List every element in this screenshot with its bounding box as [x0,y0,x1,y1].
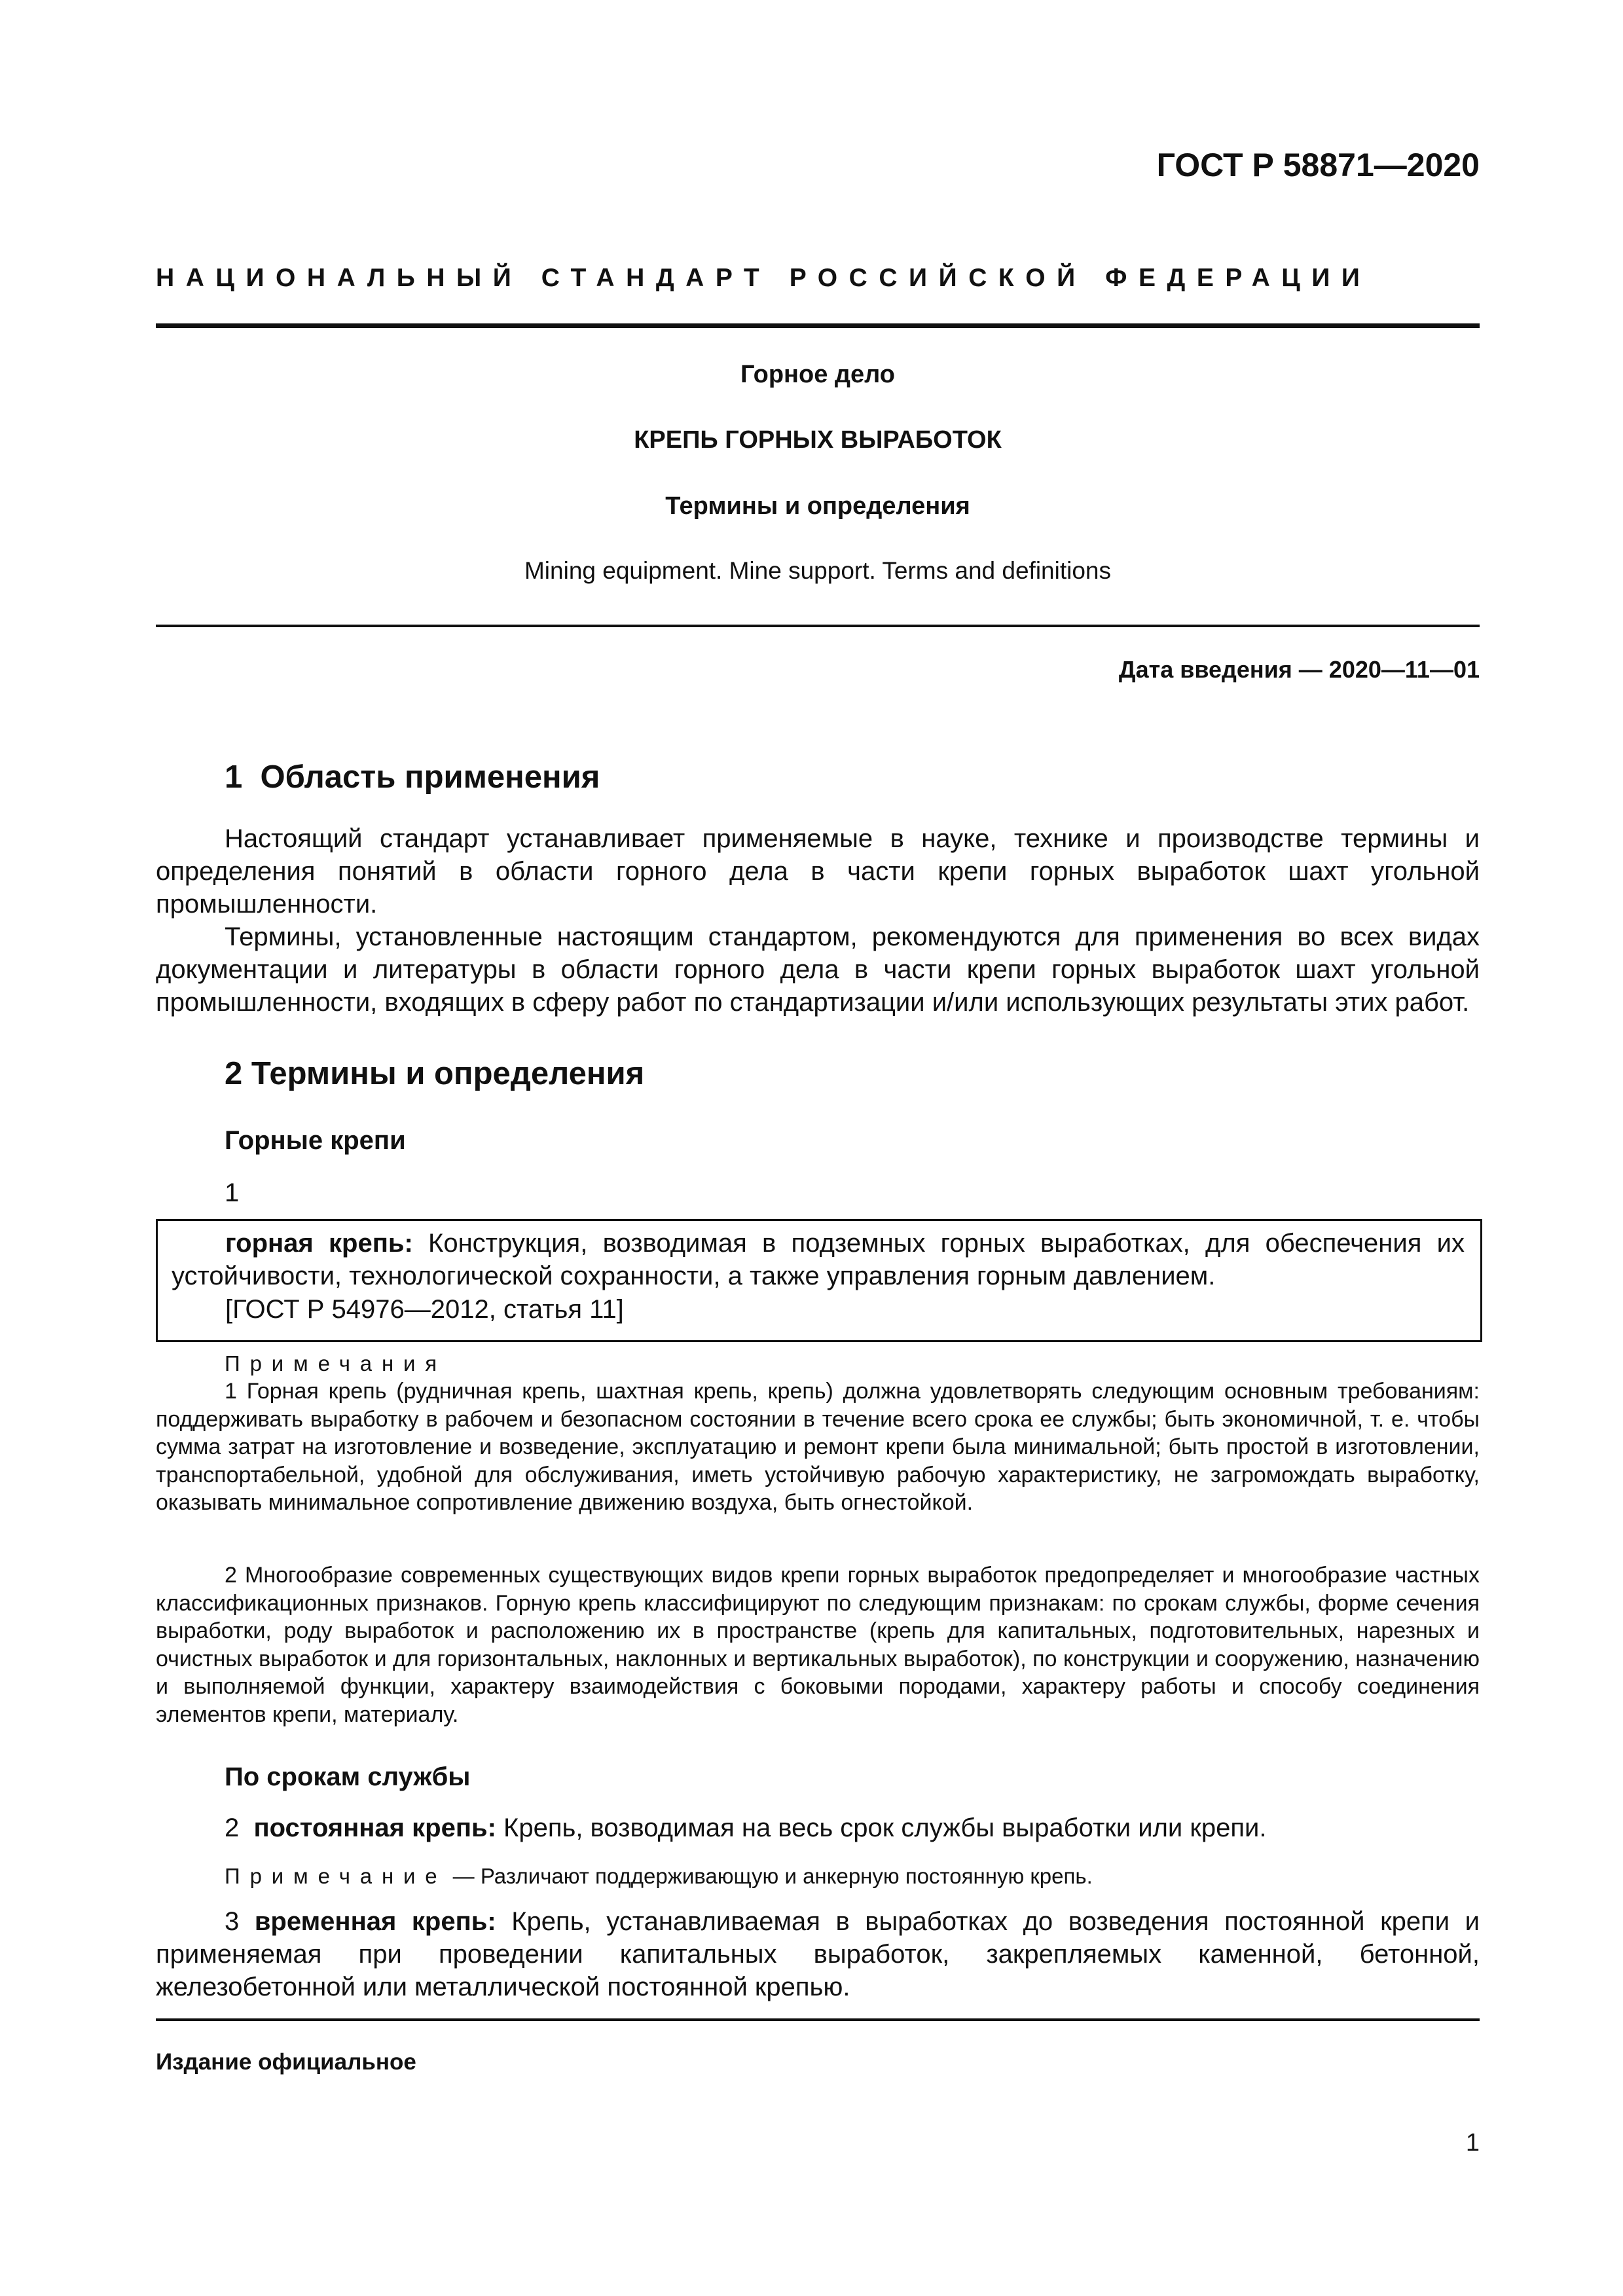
term-1-definition [172,1227,1465,1292]
term-3-number: 3 [225,1907,240,1936]
note-2-text: 2 Многообразие современных существующих видов крепи горных выработок предопределяет и многообразие частных классификационных признаков. Горную крепь классифицируют по следующим признакам: по срокам службы, форме сечения выработки, роду выработок и расположению их в пространстве (крепь для капитальных, подготовительных, нарезных и очистных выработок и для горизонтальных, наклонных и вертикальных выработок), по конструкции и сооружению, назначению и выполняемой функции, характеру взаимодействия с боковыми породами, характеру работы и способу соединения элементов крепи, материалу. [156,1563,1480,1727]
page-number: 1 [1465,2129,1480,2157]
term-3-term: временная крепь: [254,1907,496,1936]
group-heading-service-life: По срокам службы [225,1762,471,1791]
term-2-note-text: — Различают поддерживающую и анкерную постоянную крепь. [447,1864,1093,1888]
official-edition-label: Издание официальное [156,2049,416,2075]
term-2-definition [225,1812,1468,1844]
notes-heading: Примечания [225,1351,447,1376]
group-heading-mine-supports: Горные крепи [225,1126,406,1155]
document-subtitle: Термины и определения [665,492,970,520]
introduction-date: Дата введения — 2020—11—01 [1118,656,1480,683]
note-1 [156,1377,1480,1517]
term-2-number: 2 [225,1813,240,1842]
term-2-term: постоянная крепь: [253,1813,496,1842]
note-2 [156,1561,1480,1728]
term-2-note [225,1863,1468,1890]
term-1-source: [ГОСТ Р 54976—2012, статья 11] [225,1295,624,1324]
term-2-text: Крепь, возводимая на весь срок службы выработки или крепи. [503,1813,1267,1842]
term-3-text: Крепь, устанавливаемая в выработках до возведения постоянной крепи и применяемая при проведении капитальных выработок, закрепляемых каменной, бетонной, железобетонной или металлической постоянной крепью. [156,1907,1480,2001]
footer-rule [156,2018,1480,2021]
paragraph-text: Настоящий стандарт устанавливает применяемые в науке, технике и производстве термины и определения понятий в области горного дела в части крепи горных выработок шахт угольной промышленности. [156,824,1480,919]
term-1-text: Конструкция, возводимая в подземных горных выработках, для обеспечения их устойчивости, технологической сохранности, а также управления горным давлением. [172,1229,1465,1290]
national-standard-banner: НАЦИОНАЛЬНЫЙ СТАНДАРТ РОССИЙСКОЙ ФЕДЕРАЦИИ [156,264,1372,292]
document-title: КРЕПЬ ГОРНЫХ ВЫРАБОТОК [634,426,1002,454]
header-rule [156,323,1480,328]
term-1-number: 1 [225,1178,240,1207]
document-code: ГОСТ Р 58871—2020 [1156,147,1480,183]
term-1-term: горная крепь: [225,1229,413,1258]
section-2-heading: 2 Термины и определения [225,1056,645,1091]
paragraph-text: Термины, установленные настоящим стандартом, рекомендуются для применения во всех видах документации и литературы в области горного дела в части крепи горных выработок шахт угольной промышленности, входящих в сферу работ по стандартизации и/или использующих результаты этих работ. [156,922,1480,1017]
term-2-note-label: Примечание [225,1864,447,1888]
section-1-heading: 1 Область применения [225,759,600,795]
field-label: Горное дело [740,361,896,388]
title-rule [156,625,1480,627]
section-1-paragraph-2 [156,920,1480,1019]
note-1-text: 1 Горная крепь (рудничная крепь, шахтная крепь, крепь) должна удовлетворять следующим основным требованиям: поддерживать выработку в рабочем и безопасном состоянии в течение всего срока ее службы; быть экономичной, т. е. чтобы сумма затрат на изготовление и возведение, эксплуатацию и ремонт крепи была минимальной; быть простой в изготовлении, транспортабельной, удобной для обслуживания, иметь устойчивую рабочую характеристику, не загромождать выработку, оказывать минимальное сопротивление движению воздуха, быть огнестойкой. [156,1379,1480,1515]
english-title: Mining equipment. Mine support. Terms and definitions [524,557,1112,584]
section-1-paragraph-1 [156,822,1480,920]
term-3-definition [156,1905,1480,2003]
